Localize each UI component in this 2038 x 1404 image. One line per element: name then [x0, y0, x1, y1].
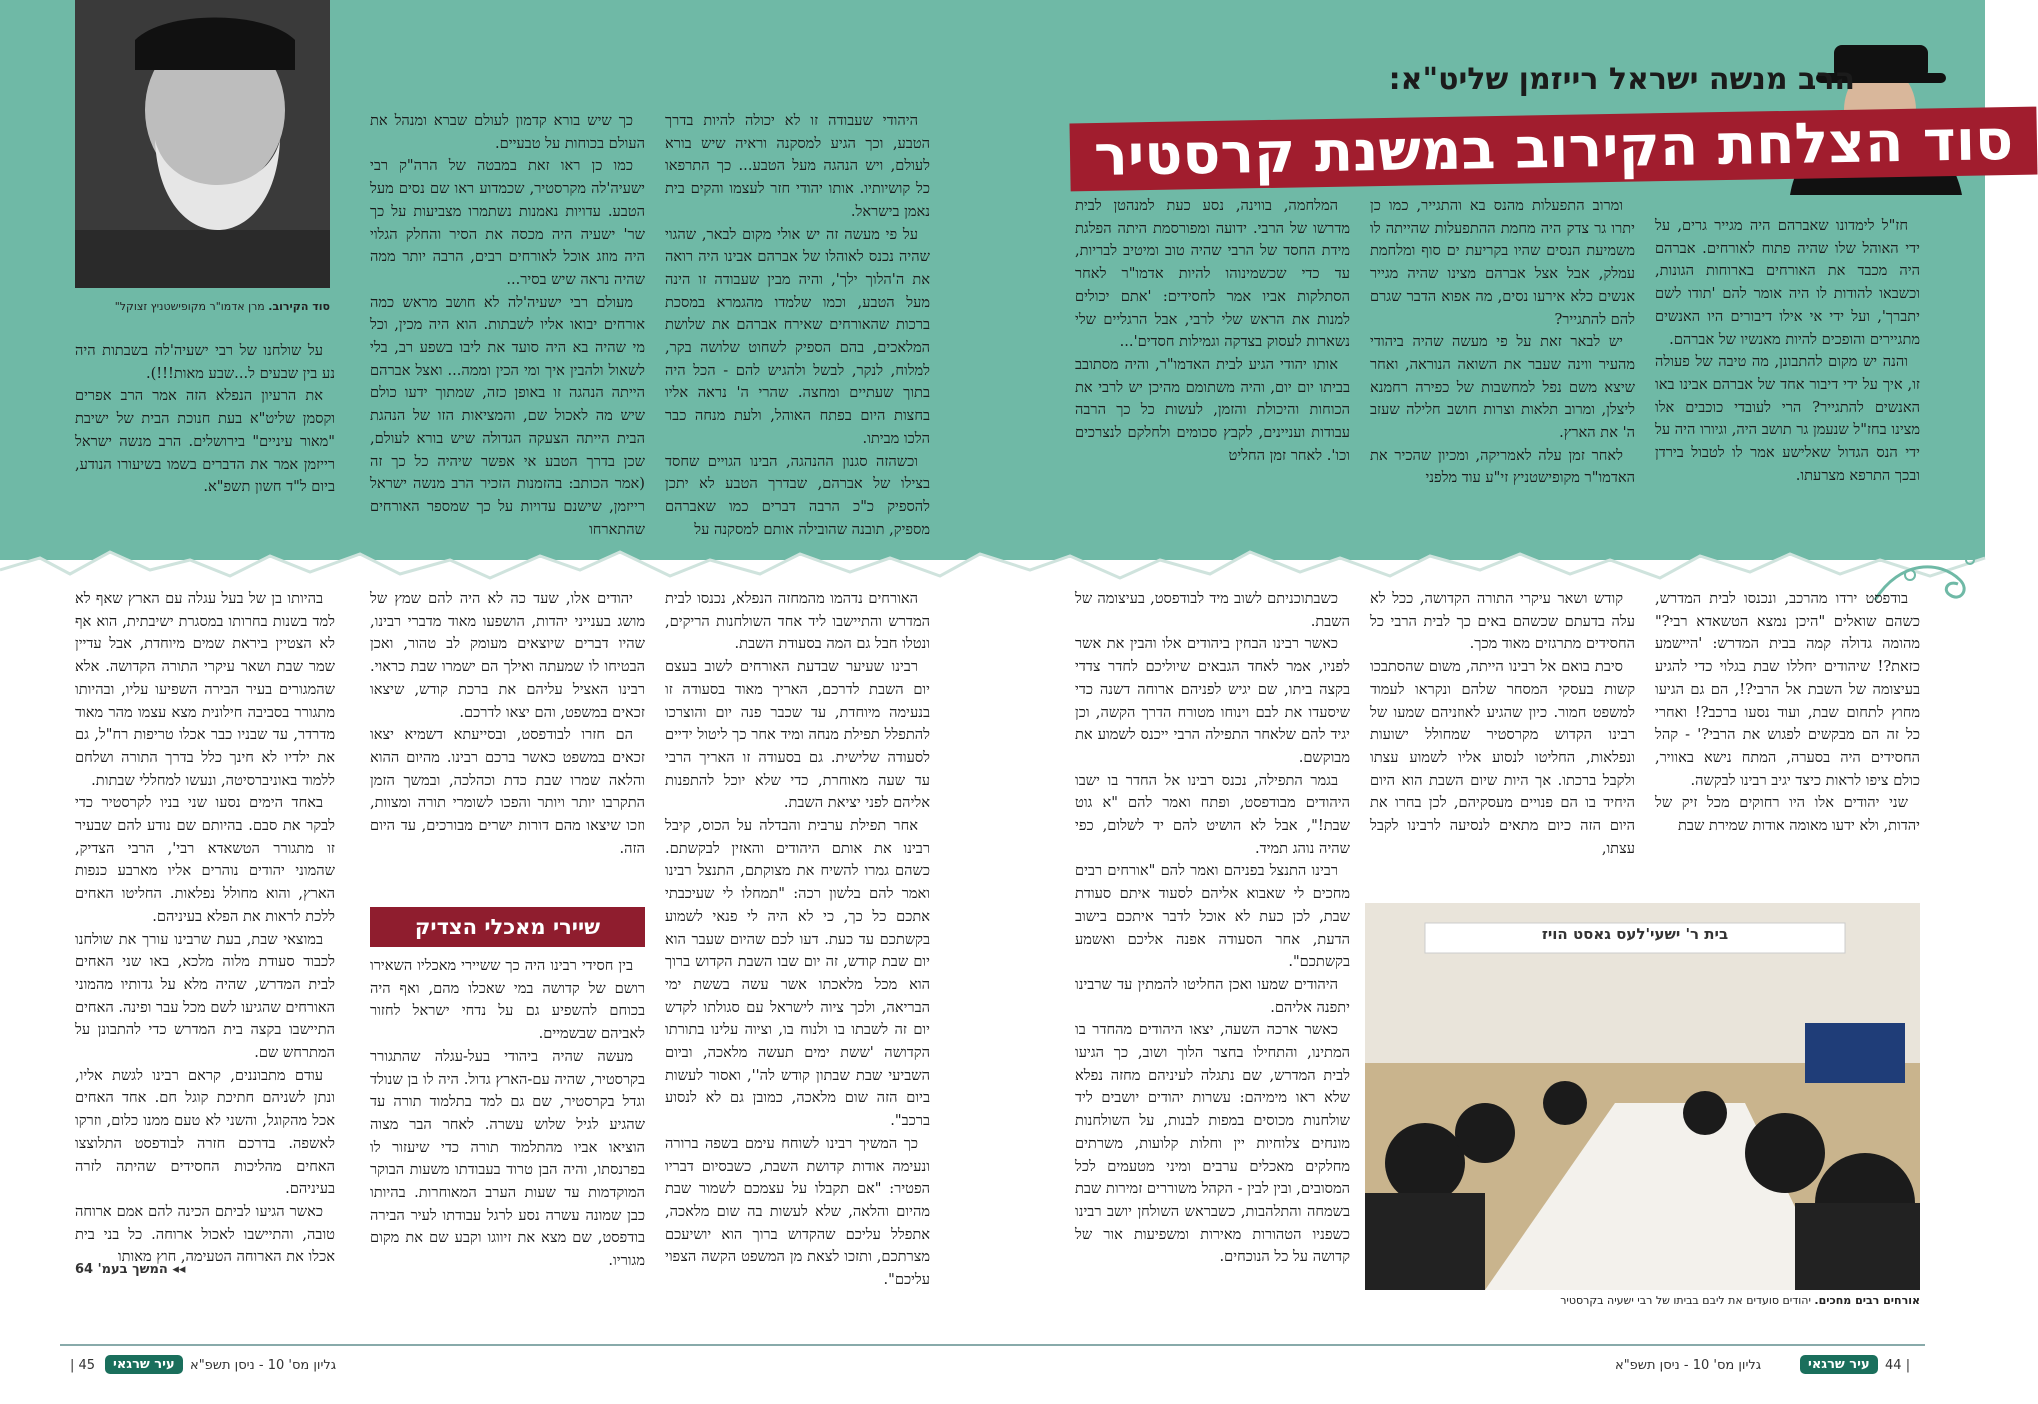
paragraph: כמו כן ראו זאת במבטה של הרה"ק רבי ישעיה'לה מקרסטיר, שכמדוע ראו שם נסים מעל הטבע. עדויות נאמנות נשתמרו מצביעות על כך שר' ישעיה היה מכסה את הסיר והחלק הגלוי היה מוזג אוכל לאורחים רבים, הרבה יותר ממה שהיה נראה שיש בסיר... — [370, 157, 645, 288]
sidebar-box-heading: שיירי מאכלי הצדיק — [370, 907, 645, 947]
portrait-caption-bold: סוד הקירוב. — [268, 300, 330, 313]
footer-separator: | — [1905, 1358, 1911, 1373]
paragraph: המלחמה, בווינה, נסע כעת למנהטן לבית מדרשו של הרבי. ידועה ומפורסמת היתה הפלגת מידת החסד של הרבי שהיה טוב ומיטיב לבריות, עד כדי שכשמינוהו להיות אדמו"ר לאחר הסתלקות אביו אמר לחסידים: 'אתם יכולים למנות את הראש שלי לרבי, אבל הרגליים שלי נשארות לעסוק בצדקה וגמילות חסדים'... — [1075, 197, 1350, 351]
top-column-6 — [75, 340, 335, 525]
footer-divider — [60, 1344, 1925, 1346]
footer-separator: | — [70, 1358, 75, 1373]
top-column-1 — [1655, 215, 1920, 525]
portrait-caption — [75, 300, 330, 313]
paragraph: ומרוב התפעלות מהנס בא והתגייר, כמו כן יתרו גר צדק היה מחמת ההתפעלות שהייתה לו משמיעת הנסים שהיו בקריעת ים סוף ומלחמת עמלק, אבל אצל אברהם מצינו שהיה מגייר אנשים כלא אירעו נסים, מה אפוא הדבר שגרם להם להתגייר? — [1370, 197, 1635, 328]
paragraph: מעולם רבי ישעיה'לה לא חושב מראש כמה אורחים יבואו אליו לשבתות. הוא היה מכין, וכל מי שהיה בא היה סועד את ליבו בשפע רב, בלי לשאול ולהבין איך ומי הכין וממה... ואצל אברהם הייתה הנהגה זו באופן כזה, שמתוך ידעו כולם שיש מה לאכול שם, והמציאות הזו של הנהגת הבית הייתה הצעקה הגדולה שיש בורא לעולם, שכן בדרך הטבע אי אפשר שיהיה כל כך זה (אמר הכותב: בהזמנות הזכיר הרב מנשה ישראל רייזמן, שישנם עדויות על כך שמספר האורחים שהתארחו — [370, 293, 645, 538]
paragraph: עודם מתבוננים, קראם רבינו לגשת אליו, ונתן לשניהם חתיכת קוגל חם. אחד האחים אכל מהקוגל, והשני לא טעם ממנו כלום, וזרקו לאשפה. בדרכם חזרה לבודפסט התלוצצו האחים מהליכות החסידים שהיתה לזרה בעיניהם. — [75, 1066, 335, 1198]
sidebar-box-text — [370, 955, 645, 1285]
bottom-column-5 — [370, 588, 645, 893]
bottom-column-1 — [1655, 588, 1920, 888]
paragraph: היהודי שעבודה זו לא יכולה להיות בדרך הטבע, וכך הגיע למסקנה וראיה שיש בורא לעולם, ויש הנהגה מעל הטבע... כך התרפאו כל קושיותיו. אותו יהודי חזר לעצמו והקים בית נאמן בישראל. — [665, 112, 930, 220]
paragraph: את הרעיון הנפלא הזה אמר הרב אפרים וקסמן שליט"א בעת חנוכת הבית של ישיבת "מאור עיניים" בירושלים. הרב מנשה ישראל רייזמן אמר את הדברים בשמו בשיעורו הנודע, ביום ל"ד חשון תשפ"א. — [75, 387, 335, 496]
article-title: סוד הצלחת הקירוב במשנת קרסטיר — [1069, 107, 2037, 192]
paragraph: יש לבאר זאת על פי מעשה שהיה ביהודי מהעיר ווינה שעבר את השואה הנוראה, ואחר שיצא משם נפל למחשבות של כפירה רחמנא ליצלן, ומרוב תלאות וצרות חושב חלילה שעזב ה' את הארץ. — [1370, 333, 1635, 442]
bottom-column-4 — [665, 588, 930, 1298]
paragraph: במוצאי שבת, בעת שרבינו עורך את שולחנו לכבוד סעודת מלוה מלכא, באו שני האחים לבית המדרש, שהיה מלא על גדותיו מהמוני האורחים שהגיעו לשם מכל עבר ופינה. האחים התיישבו בקצה בית המדרש כדי להתבונן על המתרחש שם. — [75, 930, 335, 1062]
magazine-logo-left: עיר שרגאי — [105, 1355, 183, 1374]
footer-issue-left: גליון מס' 10 - ניסן תשפ"א — [190, 1358, 337, 1373]
paragraph: על פי מעשה זה יש אולי מקום לבאר, שהגוי שהיה נכנס לאוהלו של אברהם אבינו היה רואה את ה'הלוך ילך', והיה מבין שעבודה זו הינה מעל הטבע, וכמו שלמדו מהגמרא במסכת ברכות שהאורחים שאירח אברהם את שלושת המלאכים, בהם הספיק לשחוט שלושה בקר, למלוח, לנקר, לבשל ולהגיש להם - הכל היה בתוך שעתיים ומחצה. שהרי ה' נראה אליו בחצות היום בפתח האוהל, ולעת מנחה כבר הלכו מביתו. — [665, 225, 930, 447]
top-column-4 — [665, 110, 930, 538]
dinner-caption-text: יהודים סועדים את ליבם בביתו של רבי ישעיה בקרסטיר — [1560, 1294, 1811, 1307]
paragraph: כאשר ארכה השעה, יצאו היהודים מהחדר בו המתינו, והתחילו בחצר הלוך ושוב, כך הגיעו לבית המדרש, שם נתגלה לעיניהם מחזה נפלא שלא ראו מימיהם: עשרות יהודים יושבים ליד שולחנות מכוסים במפות לבנות, על השולחנות מונחים צלוחיות יין וחלות קלועות, משרתים מחלקים מאכלים ערבים ומיני מטעמים לכל המסובים, ובין לבין - הקהל משוררים זמירות שבת בשמחה והתלהבות, כשבראש השולחן יושב רבינו כשפניו הטהורות מאירות ומשפיעות אור של קדושה על כל הנוכחים. — [1075, 1021, 1350, 1266]
magazine-logo-right: עיר שרגאי — [1800, 1355, 1878, 1374]
bottom-column-6 — [75, 588, 335, 1266]
top-column-5 — [370, 110, 645, 538]
paragraph: בודפסט ירדו מהרכב, ונכנסו לבית המדרש, כשהם שואלים "היכן נמצא הטשאדא רבי?" מהומה גדולה קמה בבית המדרש: 'היישמע כזאת?! שיהודים יחללו שבת בגלוי כדי להגיע בעיצומה של השבת אל הרבי?!, הם גם הגיעו מחוץ לתחום שבת, ועוד נסעו ברכב?! ואחרי כל זה הם מבקשים לפגוש את הרבי?' - קהל החסידים היה בסערה, המתח נישא באוויר, כולם ציפו לראות כיצד יגיב רבינו לבקשה. — [1655, 590, 1920, 789]
footer-left — [70, 1358, 95, 1373]
paragraph: האורחים נדהמו מהמחזה הנפלא, נכנסו לבית המדרש והתיישבו ליד אחד השולחנות הריקים, ונטלו חבל גם המה בסעודת השבת. — [665, 590, 930, 653]
article-subtitle: הרב מנשה ישראל רייזמן שליט"א: — [1388, 62, 1855, 97]
top-column-2 — [1370, 195, 1635, 525]
paragraph: מעשה שהיה ביהודי בעל-עגלה שהתגורר בקרסטיר, שהיה עם-הארץ גדול. היה לו בן שנולד וגדל בקרסטיר, שם גם למד בתלמוד תורה עד שהגיע לגיל שלוש עשרה. לאחר הבר מצוה הוציאו אביו מהתלמוד תורה כדי שיעזור לו בפרנסתו, והיה הבן טרוד בעבודתו משעות הבוקר המוקדמות עד שעות הערב המאוחרות. בהיותו כבן שמונה עשרה נסע לרגל עבודתו לעיר הבירה בודפסט, שם מצא את זיווגו וקבע שם את מקום מגוריו. — [370, 1047, 645, 1270]
paragraph: רבינו התנצל בפניהם ואמר להם "אורחים רבים מחכים לי שאבוא אליהם לסעוד איתם סעודת שבת, לכן כעת לא אוכל לדבר איתכם בישוב הדעת, אחר הסעודה אפנה אליכם ואשמע בקשתכם". — [1075, 862, 1350, 971]
paragraph: שני יהודים אלו היו רחוקים מכל זיק של יהדות, ולא ידעו מאומה אודות שמירת שבת — [1655, 794, 1920, 835]
dinner-photo-caption — [1365, 1294, 1920, 1307]
bottom-column-2 — [1370, 588, 1635, 888]
paragraph: כאשר הגיעו לביתם הכינה להם אמם ארוחה טובה, והתיישבו לאכול ארוחה. כל בני בית אכלו את הארוחה הטעימה, חוץ מאותו — [75, 1202, 335, 1266]
paragraph: בהיותו בן של בעל עגלה עם הארץ שאף לא למד בשנות בחרותו במסגרת ישיבתית, הוא אף לא הצטיין ביראת שמים מיוחדת, אבל עדיין שמר שבת ושאר עיקרי התורה הקדושה. אלא שהמגורים בעיר הבירה השפיעו עליו, ובהיותו מתגורר בסביבה חילונית מצא עצמו מהר מאוד מדרדר, עד שבניו כבר אכלו טריפות רח"ל, גם את ילדיו לא חינך כלל בדרך התורה ושלחם ללמוד באוניברסיטה, ונעשו למחללי שבתות. — [75, 590, 335, 789]
paragraph: בין חסידי רבינו היה כך ששיירי מאכליו השאירו רושם של קדושה במי שאכלו מהם, ואף היה בכוחם להשפיע גם על נדחי ישראל לחזור לאביהם שבשמיים. — [370, 957, 645, 1043]
paragraph: באחד הימים נסעו שני בניו לקרסטיר כדי לבקר את סבם. בהיותם שם נודע להם שבעיר זו מתגורר הטשאדא רבי', הרבי הצדיק, שהמוני יהודים נוהרים אליו מארבע כנפות הארץ, והוא מחולל נפלאות. החליטו האחים ללכת לראות את הפלא בעיניהם. — [75, 794, 335, 925]
page-number-right: 44 — [1885, 1358, 1902, 1373]
footer-right — [1885, 1358, 1910, 1373]
paragraph: הם חזרו לבודפסט, ובסייעתא דשמיא יצאו זכאים במשפט כאשר ברכם רבינו. מהיום ההוא והלאה שמרו שבת כדת וכהלכה, ובמשך הזמן התקרבו יותר ויותר והפכו לשומרי תורה ומצוות, וזכו שיצאו מהם דורות ישרים מבורכים, עד היום הזה. — [370, 726, 645, 857]
page-number-left: 45 — [78, 1358, 96, 1373]
paragraph: כך שיש בורא קדמון לעולם שברא ומנהל את העולם בכוחות על טבעיים. — [370, 112, 645, 152]
paragraph: סיבת בואם אל רבינו הייתה, משום שהסתבכו קשות בעסקי המסחר שלהם ונקראו לעמוד למשפט חמור. כיון שהגיע לאוזניהם שמעו של רבינו הקדוש מקרסטיר שמחולל ישועות ונפלאות, החליטו לנסוע אליו לשמוע עצתו ולקבל ברכתו. אך היות שיום השבת הוא היום היחיד בו הם פנויים מעסקיהם, לכן בחרו את היום הזה כיום מתאים לנסיעה לרבינו לקבל עצתו, — [1370, 658, 1635, 857]
paragraph: אותו יהודי הגיע לבית האדמו"ר, והיה מסתובב בביתו יום יום, והיה משתומם מהיכן יש לרבי את הכוחות והיכולת והזמן, לעשות כל כך הרבה עבודות ועניינים, לקבץ סכומים ולחלקם לנצרכים וכו'. לאחר זמן החליט — [1075, 355, 1350, 464]
photo-wall-sign: בית ר' ישעי'לעס גאסט הויז — [1541, 925, 1729, 943]
paragraph: על שולחנו של רבי ישעיה'לה בשבתות היה נע בין שבעים ל...שבע מאות!!!). — [75, 342, 335, 382]
paragraph: כשבתוכניתם לשוב מיד לבודפסט, בעיצומה של השבת. — [1075, 590, 1350, 630]
paragraph: כאשר רבינו הבחין ביהודים אלו והבין את אשר לפניו, אמר לאחד הגבאים שיוליכם לחדר צדדי בקצה ביתו, שם יגיש לפניהם ארוחה דשנה כדי שיסעדו את לבם וינוחו מטורח הדרך הקשה, וכן יגיד להם שלאחר התפילה הרבי ייכנס לשמוע את מבוקשם. — [1075, 635, 1350, 766]
paragraph: היהודים שמעו ואכן החליטו להמתין עד שרבינו יתפנה אליהם. — [1075, 975, 1350, 1016]
top-column-3 — [1075, 195, 1350, 525]
paragraph: רבינו שעיער שבדעת האורחים לשוב בעצם יום השבת לדרכם, האריך מאוד בסעודה זו בנעימה מיוחדת, עד שכבר פנה יום והוצרכו להתפלל תפילת מנחה ומיד אחר כך ליטול ידיים לסעודה שלישית. גם בסעודה זו האריך הרבי עד שעה מאוחרת, כדי שלא יוכל להתפנות אליהם לפני יציאת השבת. — [665, 658, 930, 812]
paragraph: אחר תפילת ערבית והבדלה על הכוס, קיבל רבינו את אותם היהודים והאזין לבקשתם. כשהם גמרו להשיח את מצוקתם, התנצל רבינו ואמר להם בלשון רכה: "תמחלו לי שעיכבתי אתכם כל כך, כי לא היה לי פנאי לשמוע בקשתכם עד כעת. דעו לכם שהיום שעבר הוא יום שבת קודש, זה יום שבו השבת הקדוש ברוך הוא מכל מלאכתו אשר עשה בששת ימי הבריאה, ולכך ציוה לישראל עם סגולתו לקדש יום זה לשבתו בו ולנוח בו, וציוה עלינו בתורתו הקדושה 'ששת ימים תעשה מלאכה, וביום השביעי שבת שבתון קודש לה'', ואסור לעשות ביום הזה שום מלאכה, כמובן גם לא לנסוע ברכב". — [665, 817, 930, 1130]
footer-issue-right: גליון מס' 10 - ניסן תשפ"א — [1615, 1358, 1762, 1373]
paragraph: לאחר זמן עלה לאמריקה, ומכיון שהכיר את האדמו"ר מקופישטניץ זי"ע עוד מלפני — [1370, 446, 1635, 487]
paragraph: בגמר התפילה, נכנס רבינו אל החדר בו ישבו היהודים מבודפסט, ופתח ואמר להם "א גוט שבת!", אבל לא הושיט להם יד לשלום, כפי שהיה נוהג תמיד. — [1075, 771, 1350, 857]
paragraph: קודש ושאר עיקרי התורה הקדושה, ככל לא עלה בדעתם שכשהם באים כך לבית הרבי כל החסידים מתרגזים מאוד מכך. — [1370, 590, 1635, 653]
paragraph: וכשהזה סגנון ההנהגה, הבינו הגויים שחסד בצילו של אברהם, שבדרך הטבע לא יתכן להספיק כ"כ הרבה דברים כמו שאברהם מספיק, תובנה שהובילה אותם למסקנה על — [665, 452, 930, 538]
dinner-caption-bold: אורחים רבים מחכים. — [1814, 1294, 1920, 1307]
paragraph: והנה יש מקום להתבונן, מה טיבה של פעולה זו, איך על ידי דיבור אחד של אברהם אבינו באו האנשים להתגייר? הרי לעובדי כוכבים אלו מצינו בחז"ל שנעמן גר תושב היה, וגיורו היה על ידי הנס הגדול שאלישע אמר לו לטבול בירדן ובכך התרפא מצרעתו. — [1655, 353, 1920, 484]
dinner-photo — [1365, 903, 1920, 1290]
portrait-photo — [75, 0, 330, 288]
continued-on-page-link[interactable]: ◂◂ המשך בעמ' 64 — [75, 1262, 186, 1277]
paragraph: כך המשיך רבינו לשוחח עימם בשפה ברורה ונעימה אודות קדושת השבת, כשבסיום דבריו הפטיר: "אם תקבלו על עצמכם לשמור שבת מהיום והלאה, שלא לעשות בה שום מלאכה, אתפלל עליכם שהקדוש ברוך הוא יושיעכם מצרתכם, ותזכו לצאת מן המשפט הקשה הצפוי עליכם". — [665, 1134, 930, 1289]
paragraph: יהודים אלו, שעד כה לא היה להם שמץ של מושג בענייני יהדות, הושפעו מאוד מדברי רבינו, שהיו דברים שיוצאים מעומק לב טהור, ואכן הבטיחו לו שמעתה ואילך הם ישמרו שבת כראוי. רבינו האציל עליהם את ברכת קודש, שיצאו זכאים במשפט, והם יצאו לדרכם. — [370, 590, 645, 721]
portrait-caption-text: מרן אדמו"ר מקופישטניץ זצוקל" — [114, 300, 265, 313]
bottom-column-3 — [1075, 588, 1350, 1298]
paragraph: חז"ל לימדונו שאברהם היה מגייר גרים, על ידי האוהל שלו שהיה פתוח לאורחים. אברהם היה מכבד את האורחים בארוחות הגונות, וכשבאו להודות לו היה אומר להם 'תודו לשם יתברך', ועל ידי אי אילו דיבורים היו האנשים מתגיירים והופכים להיות מאנשיו של אברהם. — [1655, 217, 1920, 348]
